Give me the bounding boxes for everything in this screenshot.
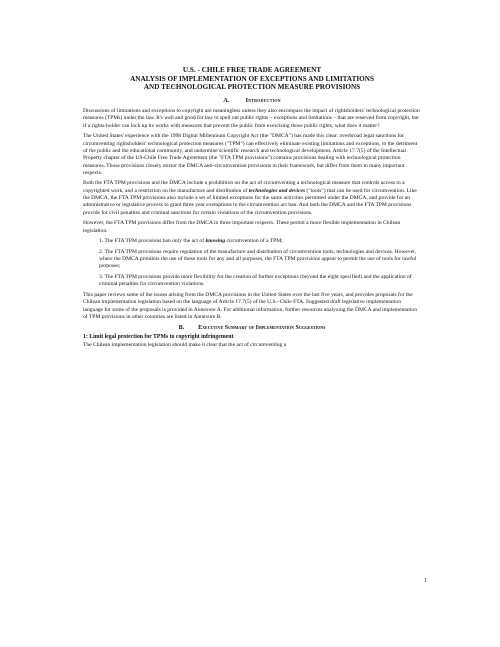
list-item-1 xyxy=(99,238,421,245)
summary-paragraph-1: The Chilean implementation legislation should make it clear that the act of circumventing a xyxy=(83,342,287,349)
item1-text-before: 1. The FTA TPM provisions ban only the act of xyxy=(99,238,206,245)
section-b-letter: B. xyxy=(178,325,185,332)
title-line-1: U.S. - CHILE FREE TRADE AGREEMENT xyxy=(182,66,322,74)
title-line-3: AND TECHNOLOGICAL PROTECTION MEASURE PROVISIONS xyxy=(143,83,361,92)
intro-paragraph-5: This paper reviews some of the issues arising from the DMCA provisions in the United States over the last five years, and provides proposals for the Chilean implementation legislation based on the language of Article 17.7(5) of the U.S.–Chile FTA. Suggested draft legislative implementation language for some of the proposals is provided in Annexure A. For additional information, further resources analyzing the DMCA and implementation of TPM provisions in other countries are listed in Annexure B. xyxy=(83,291,417,320)
section-a-title: Introduction xyxy=(245,96,281,104)
subheading-1: 1: Limit legal protection for TPMs to copyright infringement xyxy=(83,334,234,341)
p3-text-before: Both the FTA TPM provisions and the DMCA include a prohibition on the act of circumventing a technological measure that controls access to a copyrighted work, and a restriction on the manufacture and distribution of xyxy=(83,180,405,194)
list-item-2: 2. The FTA TPM provisions require regulation of the manufacture and distribution of circumvention tools, technologies and devices. However, where the DMCA prohibits the use of these tools for any and all purposes, the FTA TPM provisions appear to permit the use of tools for lawful purposes; xyxy=(99,248,417,270)
document-title xyxy=(83,66,421,92)
intro-paragraph-3 xyxy=(83,180,421,217)
item1-text-after: circumvention of a TPM; xyxy=(225,238,283,245)
section-b-heading xyxy=(83,324,421,332)
intro-paragraph-4: However, the FTA TPM provisions differ from the DMCA in three important respects. These permit a more flexible implementation in Chilean legislation. xyxy=(83,220,401,234)
p3-emphasis: technologies and devices xyxy=(248,187,306,194)
intro-paragraph-2: The United States' experience with the 1998 Digital Millennium Copyright Act (the "DMCA") has made this clear: overbroad legal sanctions for circumventing rightsholders' technological protection measures ("TPM") can effectively eliminate existing limitations and exceptions, to the detriment of the public and the educational community, and undermine scientific research and technological development. Article 17.7(5) of the Intellectual Property chapter of the US-Chile Free Trade Agreement (the "FTA TPM provisions") contains provisions dealing with technological protection measures. Those provisions closely mirror the DMCA anti-circumvention provisions in their framework, but differ from them in many important respects. xyxy=(83,133,418,176)
intro-paragraph-1: Discussions of limitations and exceptions to copyright are meaningless unless they also encompass the impact of rightsholders' technological protection measures (TPMs) under the law. It's well and good for law to spell out public rights – exceptions and limitations – that are reserved from copyright, but if a rights-holder can lock up its works with measures that prevent the public from exercising those public rights, what does it matter? xyxy=(83,107,420,129)
section-b-title: Executive Summary of Implementation Suggestions xyxy=(198,325,326,332)
page-content xyxy=(83,66,421,349)
section-a-heading xyxy=(83,97,421,105)
section-a-letter: A. xyxy=(223,96,230,104)
title-line-2: ANALYSIS OF IMPLEMENTATION OF EXCEPTIONS AND LIMITATIONS xyxy=(130,74,374,83)
page-number: 1 xyxy=(424,578,427,584)
p3-text-after: ("tools") that can be used for circumvention. Like the DMCA, the FTA TPM provisions also include a set of limited exceptions for the same activities permitted under the DMCA, and provide for an administrative or legislative process to grant three year exemptions to the circumvention act ban. And both the DMCA and the FTA TPM provisions provide for civil penalties and criminal sanctions for certain violations of the circumvention provisions. xyxy=(83,187,417,216)
list-item-3: 3. The FTA TPM provisions provide more flexibility for the creation of further exceptions (beyond the eight specified) and the application of criminal penalties for circumvention violations. xyxy=(99,273,412,288)
item1-emphasis: knowing xyxy=(205,238,226,245)
